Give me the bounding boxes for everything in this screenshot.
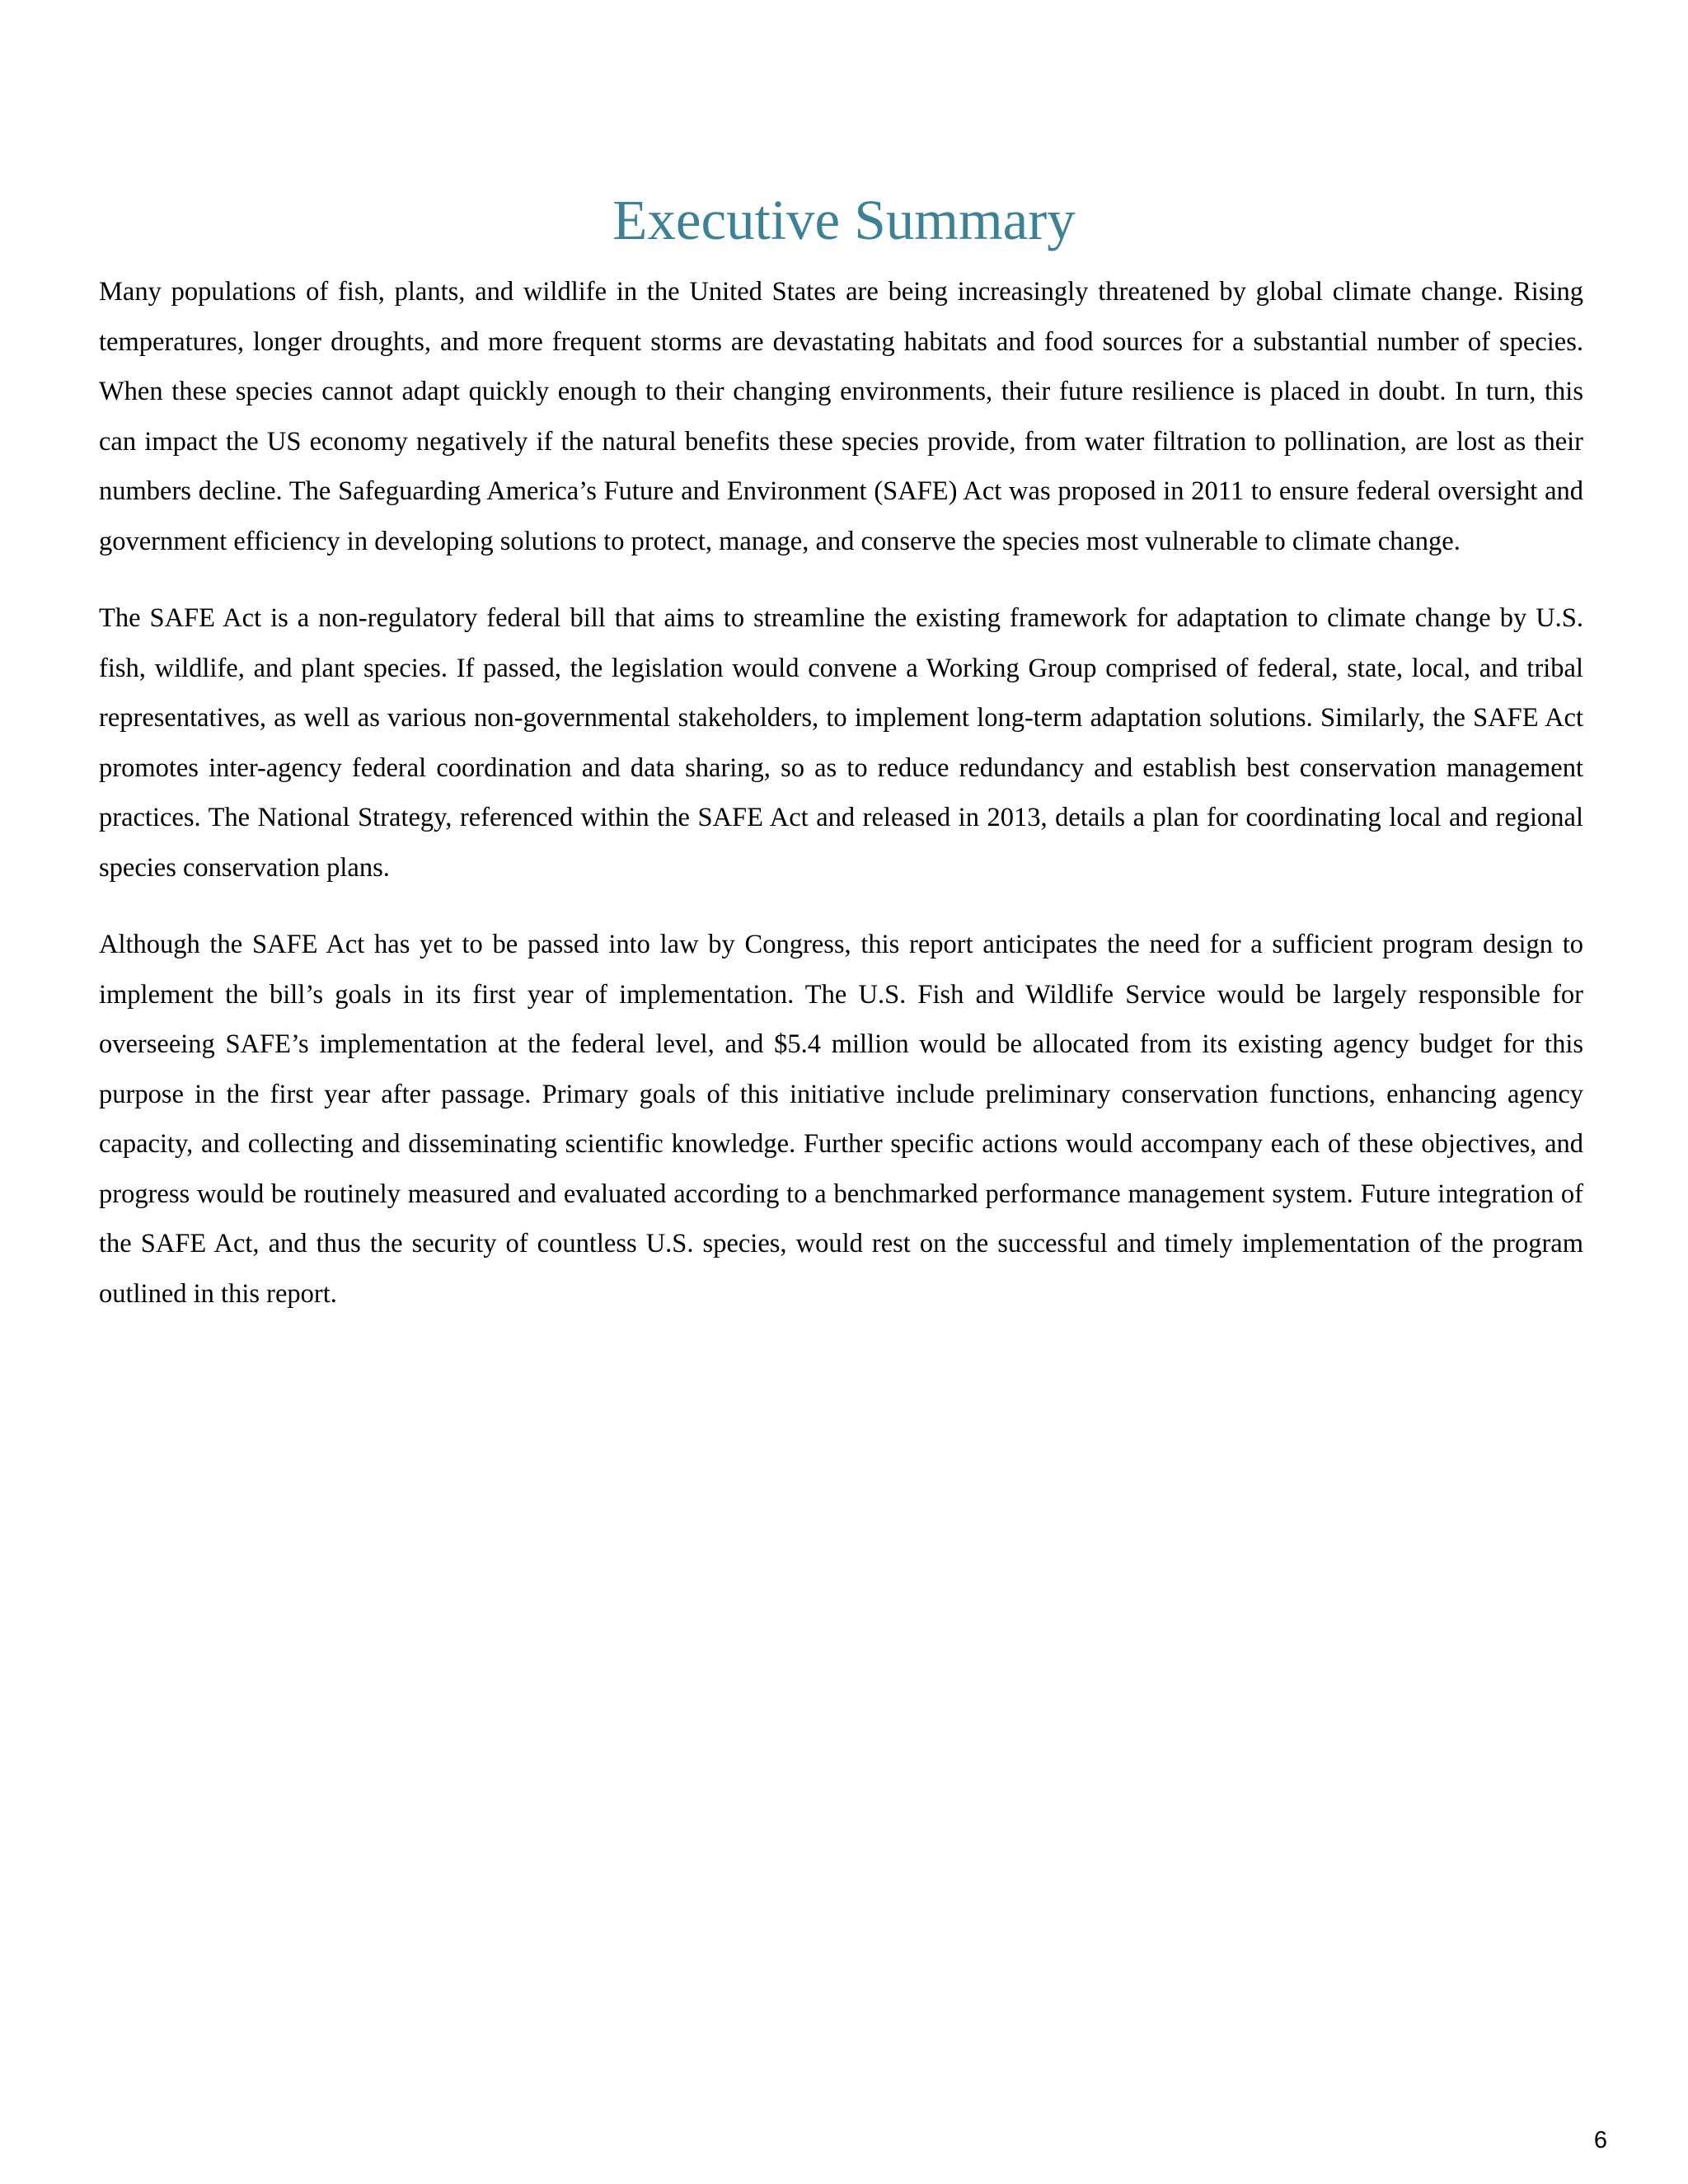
paragraph-3: Although the SAFE Act has yet to be passed into law by Congress, this report anticipates the need for a sufficient program design to implement the bill’s goals in its first year of implementation. The U.S. Fish and Wildlife Service would be largely responsible for overseeing SAFE’s implementation at the federal level, and $5.4 million would be allocated from its existing agency budget for this purpose in the first year after passage. Primary goals of this initiative include preliminary conservation functions, enhancing agency capacity, and collecting and disseminating scientific knowledge. Further specific actions would accompany each of these objectives, and progress would be routinely measured and evaluated according to a benchmarked performance management system. Future integration of the SAFE Act, and thus the security of countless U.S. species, would rest on the successful and timely implementation of the program outlined in this report.	[99, 930, 1583, 1309]
paragraph-2: The SAFE Act is a non-regulatory federal bill that aims to streamline the existing framework for adaptation to climate change by U.S. fish, wildlife, and plant species. If passed, the legislation would convene a Working Group comprised of federal, state, local, and tribal representatives, as well as various non-governmental stakeholders, to implement long-term adaptation solutions. Similarly, the SAFE Act promotes inter-agency federal coordination and data sharing, so as to reduce redundancy and establish best conservation management practices. The National Strategy, referenced within the SAFE Act and released in 2013, details a plan for coordinating local and regional species conservation plans.	[99, 603, 1583, 883]
paragraph-1: Many populations of fish, plants, and wildlife in the United States are being increasingly threatened by global climate change. Rising temperatures, longer droughts, and more frequent storms are devastating habitats and food sources for a substantial number of species. When these species cannot adapt quickly enough to their changing environments, their future resilience is placed in doubt. In turn, this can impact the US economy negatively if the natural benefits these species provide, from water filtration to pollination, are lost as their numbers decline. The Safeguarding America’s Future and Environment (SAFE) Act was proposed in 2011 to ensure federal oversight and government efficiency in developing solutions to protect, manage, and conserve the species most vulnerable to climate change.	[99, 277, 1583, 556]
page-title: Executive Summary	[612, 189, 1076, 251]
page-number: 6	[1593, 2127, 1607, 2154]
body-text	[99, 267, 1583, 1346]
